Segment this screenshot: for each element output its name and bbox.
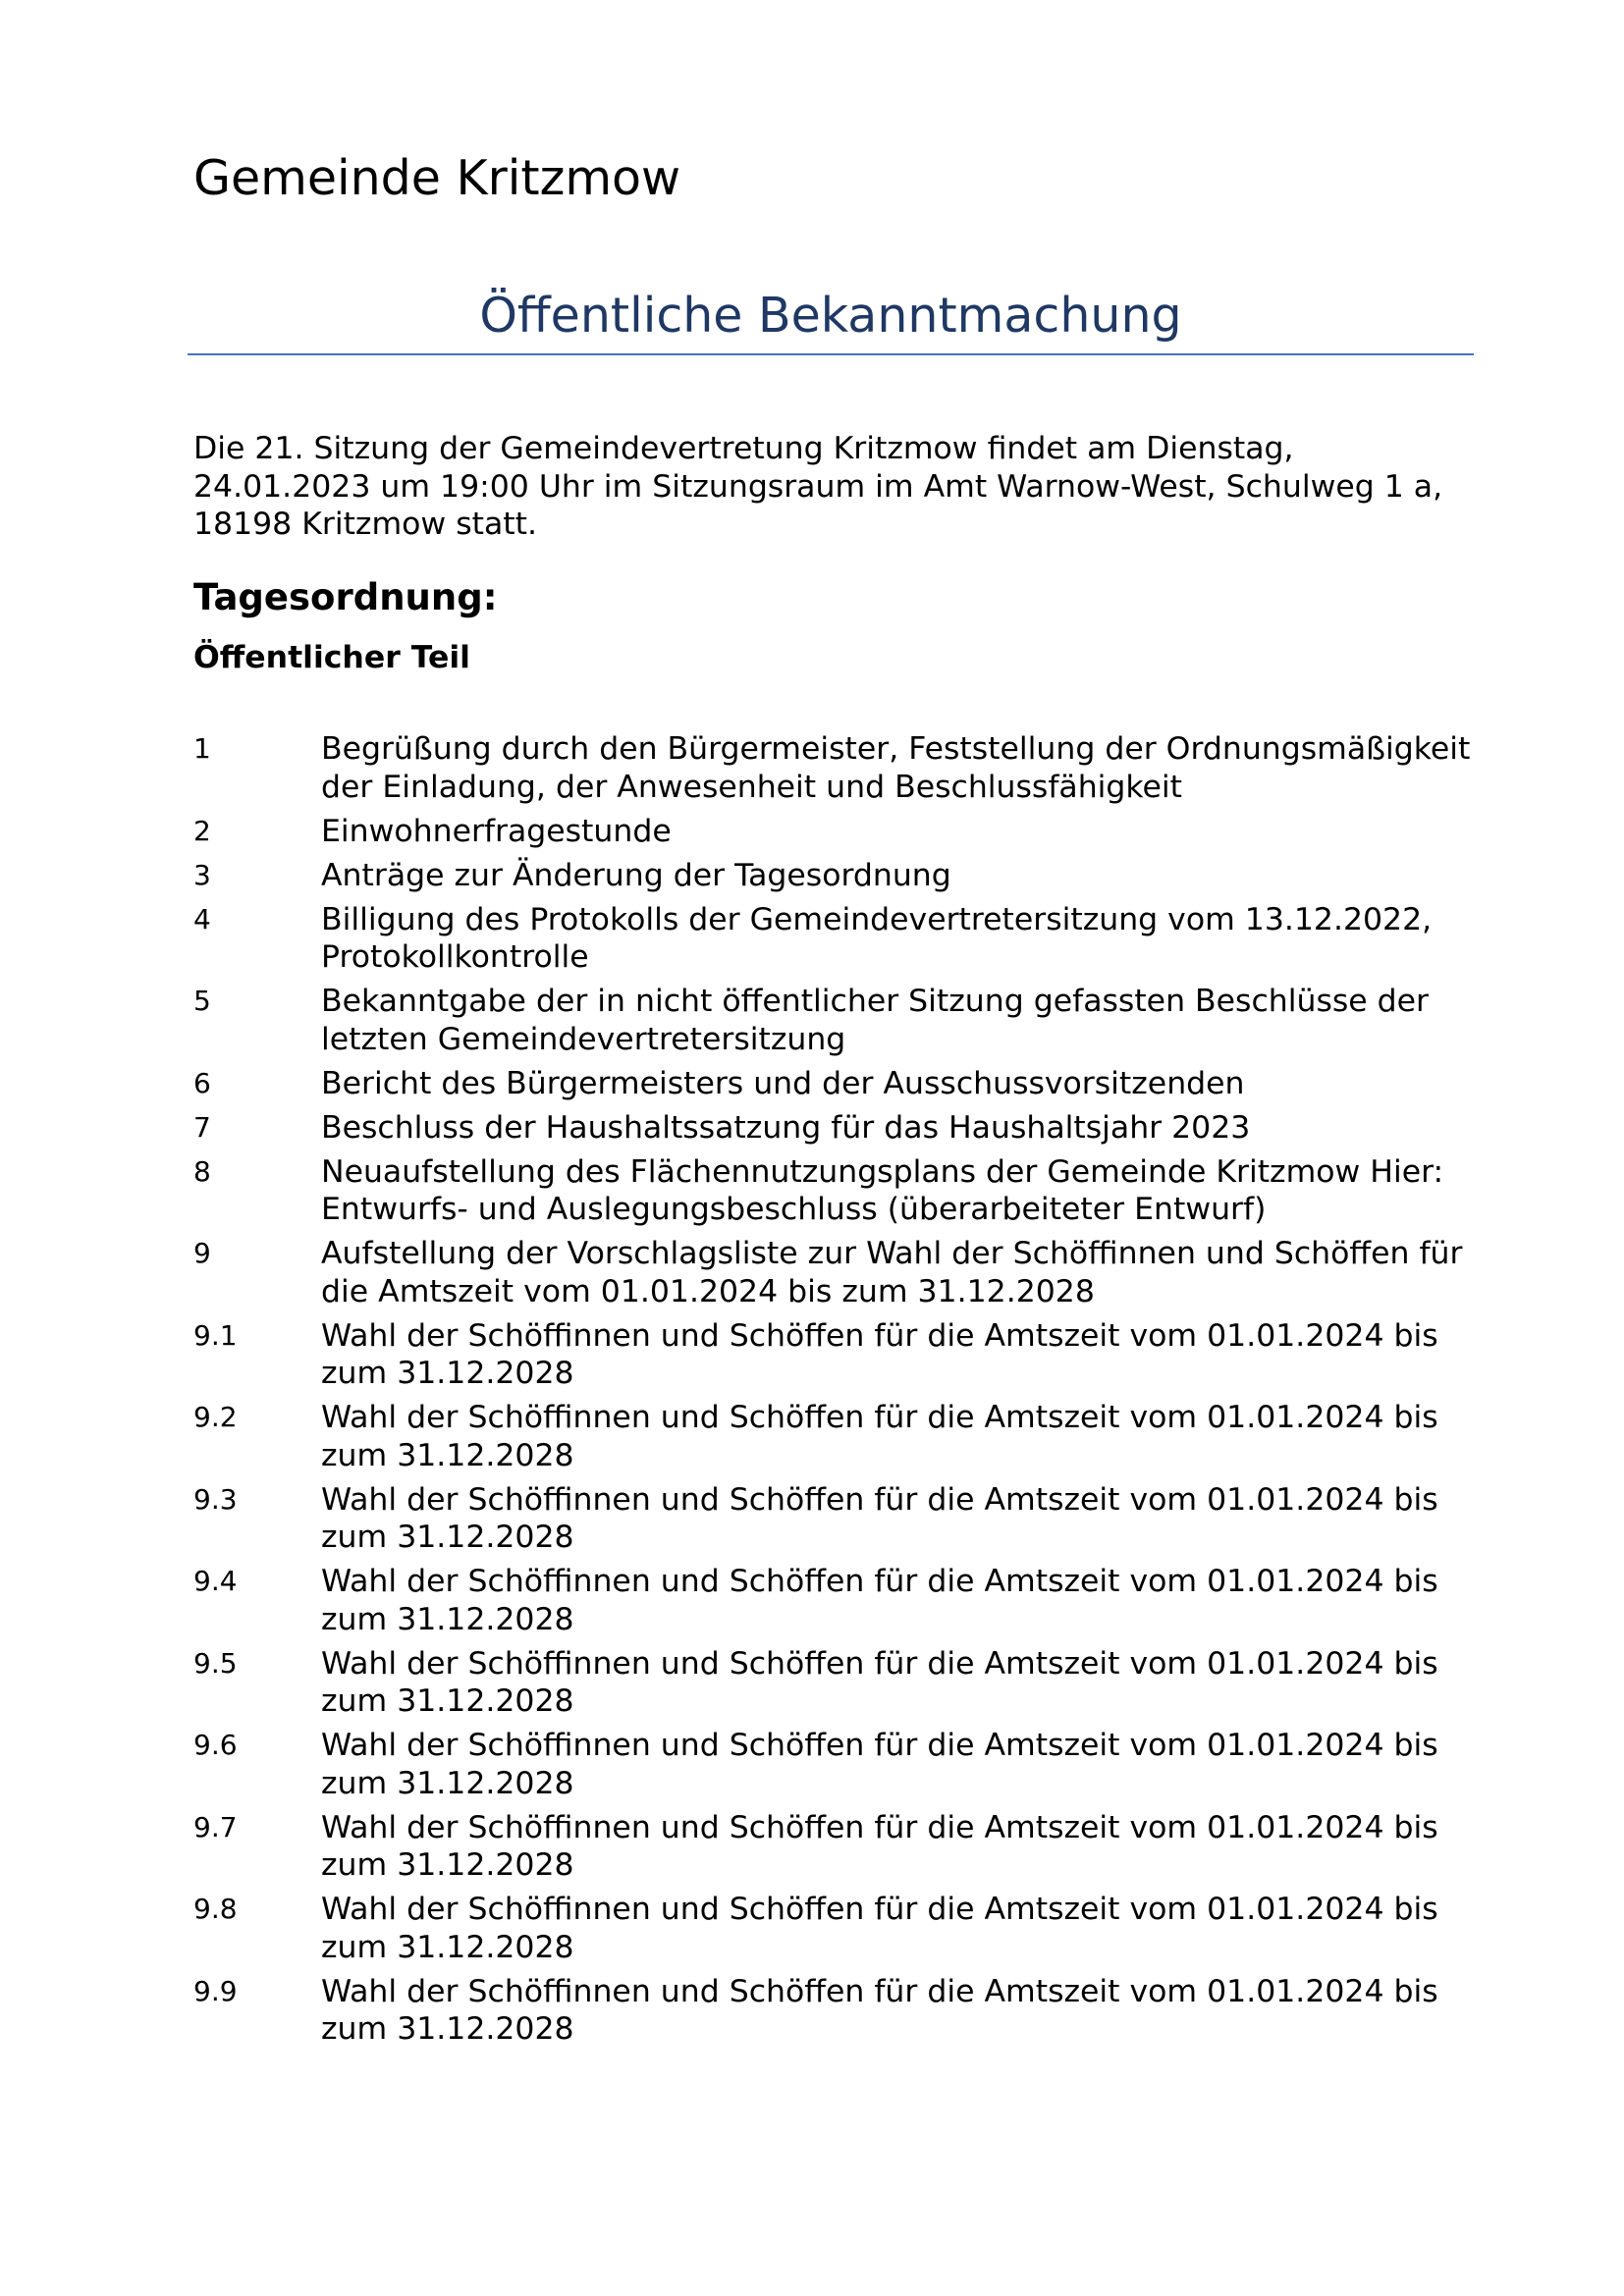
agenda-item-text: Bekanntgabe der in nicht öffentlicher Sitzung gefassten Beschlüsse der letzten Gemeindevertretersitzung <box>321 984 1429 1057</box>
agenda-item <box>193 1399 1489 1474</box>
agenda-item <box>193 1973 1489 2049</box>
agenda-item-number: 9.9 <box>193 1974 238 2007</box>
agenda-item-number: 1 <box>193 732 211 765</box>
agenda-item-text: Wahl der Schöffinnen und Schöffen für die Amtszeit vom 01.01.2024 bis zum 31.12.2028 <box>321 1809 1438 1883</box>
document-title: Öffentliche Bekanntmachung <box>479 288 1182 344</box>
public-section-heading: Öffentlicher Teil <box>193 640 470 675</box>
agenda-item <box>193 1235 1489 1310</box>
agenda-item-text: Billigung des Protokolls der Gemeindevertretersitzung vom 13.12.2022, Protokollkontrolle <box>321 901 1433 975</box>
agenda-item-text: Wahl der Schöffinnen und Schöffen für die Amtszeit vom 01.01.2024 bis zum 31.12.2028 <box>321 1564 1438 1637</box>
agenda-item <box>193 730 1489 806</box>
agenda-item-number: 7 <box>193 1110 211 1144</box>
agenda-heading: Tagesordnung: <box>193 576 498 618</box>
agenda-item <box>193 901 1489 977</box>
agenda-item-number: 9.3 <box>193 1482 238 1516</box>
agenda-item-number: 2 <box>193 814 211 847</box>
agenda-item-number: 3 <box>193 858 211 891</box>
agenda-item-text: Wahl der Schöffinnen und Schöffen für die Amtszeit vom 01.01.2024 bis zum 31.12.2028 <box>321 1317 1438 1391</box>
agenda-item-number: 9 <box>193 1237 211 1269</box>
title-divider <box>188 353 1474 355</box>
agenda-item-text: Wahl der Schöffinnen und Schöffen für die Amtszeit vom 01.01.2024 bis zum 31.12.2028 <box>321 1973 1438 2047</box>
agenda-item-text: Wahl der Schöffinnen und Schöffen für die Amtszeit vom 01.01.2024 bis zum 31.12.2028 <box>321 1728 1438 1801</box>
agenda-item-text: Wahl der Schöffinnen und Schöffen für die Amtszeit vom 01.01.2024 bis zum 31.12.2028 <box>321 1400 1438 1473</box>
agenda-item-text: Einwohnerfragestunde <box>321 813 672 849</box>
agenda-item-text: Neuaufstellung des Flächennutzungsplans der Gemeinde Kritzmow Hier: Entwurfs- und Auslegungsbeschluss (überarbeiteter Entwurf) <box>321 1153 1444 1227</box>
agenda-item-number: 9.5 <box>193 1646 238 1680</box>
agenda-item-number: 9.6 <box>193 1729 238 1761</box>
intro-paragraph: Die 21. Sitzung der Gemeindevertretung Kritzmow findet am Dienstag, 24.01.2023 um 19:00 Uhr im Sitzungsraum im Amt Warnow-West, Schulweg 1 a, 18198 Kritzmow statt. <box>193 431 1443 542</box>
agenda-item-text: Bericht des Bürgermeisters und der Ausschussvorsitzenden <box>321 1065 1245 1101</box>
agenda-item-text: Wahl der Schöffinnen und Schöffen für die Amtszeit vom 01.01.2024 bis zum 31.12.2028 <box>321 1481 1438 1555</box>
agenda-item <box>193 857 1489 895</box>
agenda-item <box>193 1317 1489 1393</box>
agenda-item-number: 5 <box>193 985 211 1017</box>
agenda-item-number: 9.8 <box>193 1893 238 1925</box>
agenda-item-number: 9.7 <box>193 1810 238 1843</box>
agenda-item-number: 9.1 <box>193 1318 238 1352</box>
agenda-item <box>193 1109 1489 1148</box>
agenda-item-number: 9.2 <box>193 1401 238 1433</box>
agenda-item-text: Anträge zur Änderung der Tagesordnung <box>321 857 951 893</box>
agenda-list <box>193 730 1489 2055</box>
agenda-item-text: Wahl der Schöffinnen und Schöffen für die Amtszeit vom 01.01.2024 bis zum 31.12.2028 <box>321 1645 1438 1719</box>
agenda-item-text: Wahl der Schöffinnen und Schöffen für die Amtszeit vom 01.01.2024 bis zum 31.12.2028 <box>321 1892 1438 1965</box>
agenda-item <box>193 1153 1489 1229</box>
agenda-item <box>193 1563 1489 1638</box>
agenda-item <box>193 1481 1489 1557</box>
agenda-item-text: Aufstellung der Vorschlagsliste zur Wahl der Schöffinnen und Schöffen für die Amtszeit vom 01.01.2024 bis zum 31.12.2028 <box>321 1236 1463 1309</box>
agenda-item-number: 6 <box>193 1066 211 1099</box>
agenda-item <box>193 1727 1489 1802</box>
agenda-item-text: Beschluss der Haushaltssatzung für das Haushaltsjahr 2023 <box>321 1109 1251 1146</box>
agenda-item-number: 8 <box>193 1154 211 1188</box>
agenda-item-number: 4 <box>193 902 211 935</box>
agenda-item <box>193 1891 1489 1966</box>
agenda-item <box>193 983 1489 1058</box>
agenda-item <box>193 1065 1489 1103</box>
agenda-item <box>193 1645 1489 1721</box>
agenda-item-text: Begrüßung durch den Bürgermeister, Feststellung der Ordnungsmäßigkeit der Einladung, der Anwesenheit und Beschlussfähigkeit <box>321 731 1471 805</box>
agenda-item <box>193 1809 1489 1885</box>
organization-name: Gemeinde Kritzmow <box>193 150 681 206</box>
agenda-item-number: 9.4 <box>193 1565 238 1597</box>
agenda-item <box>193 813 1489 851</box>
